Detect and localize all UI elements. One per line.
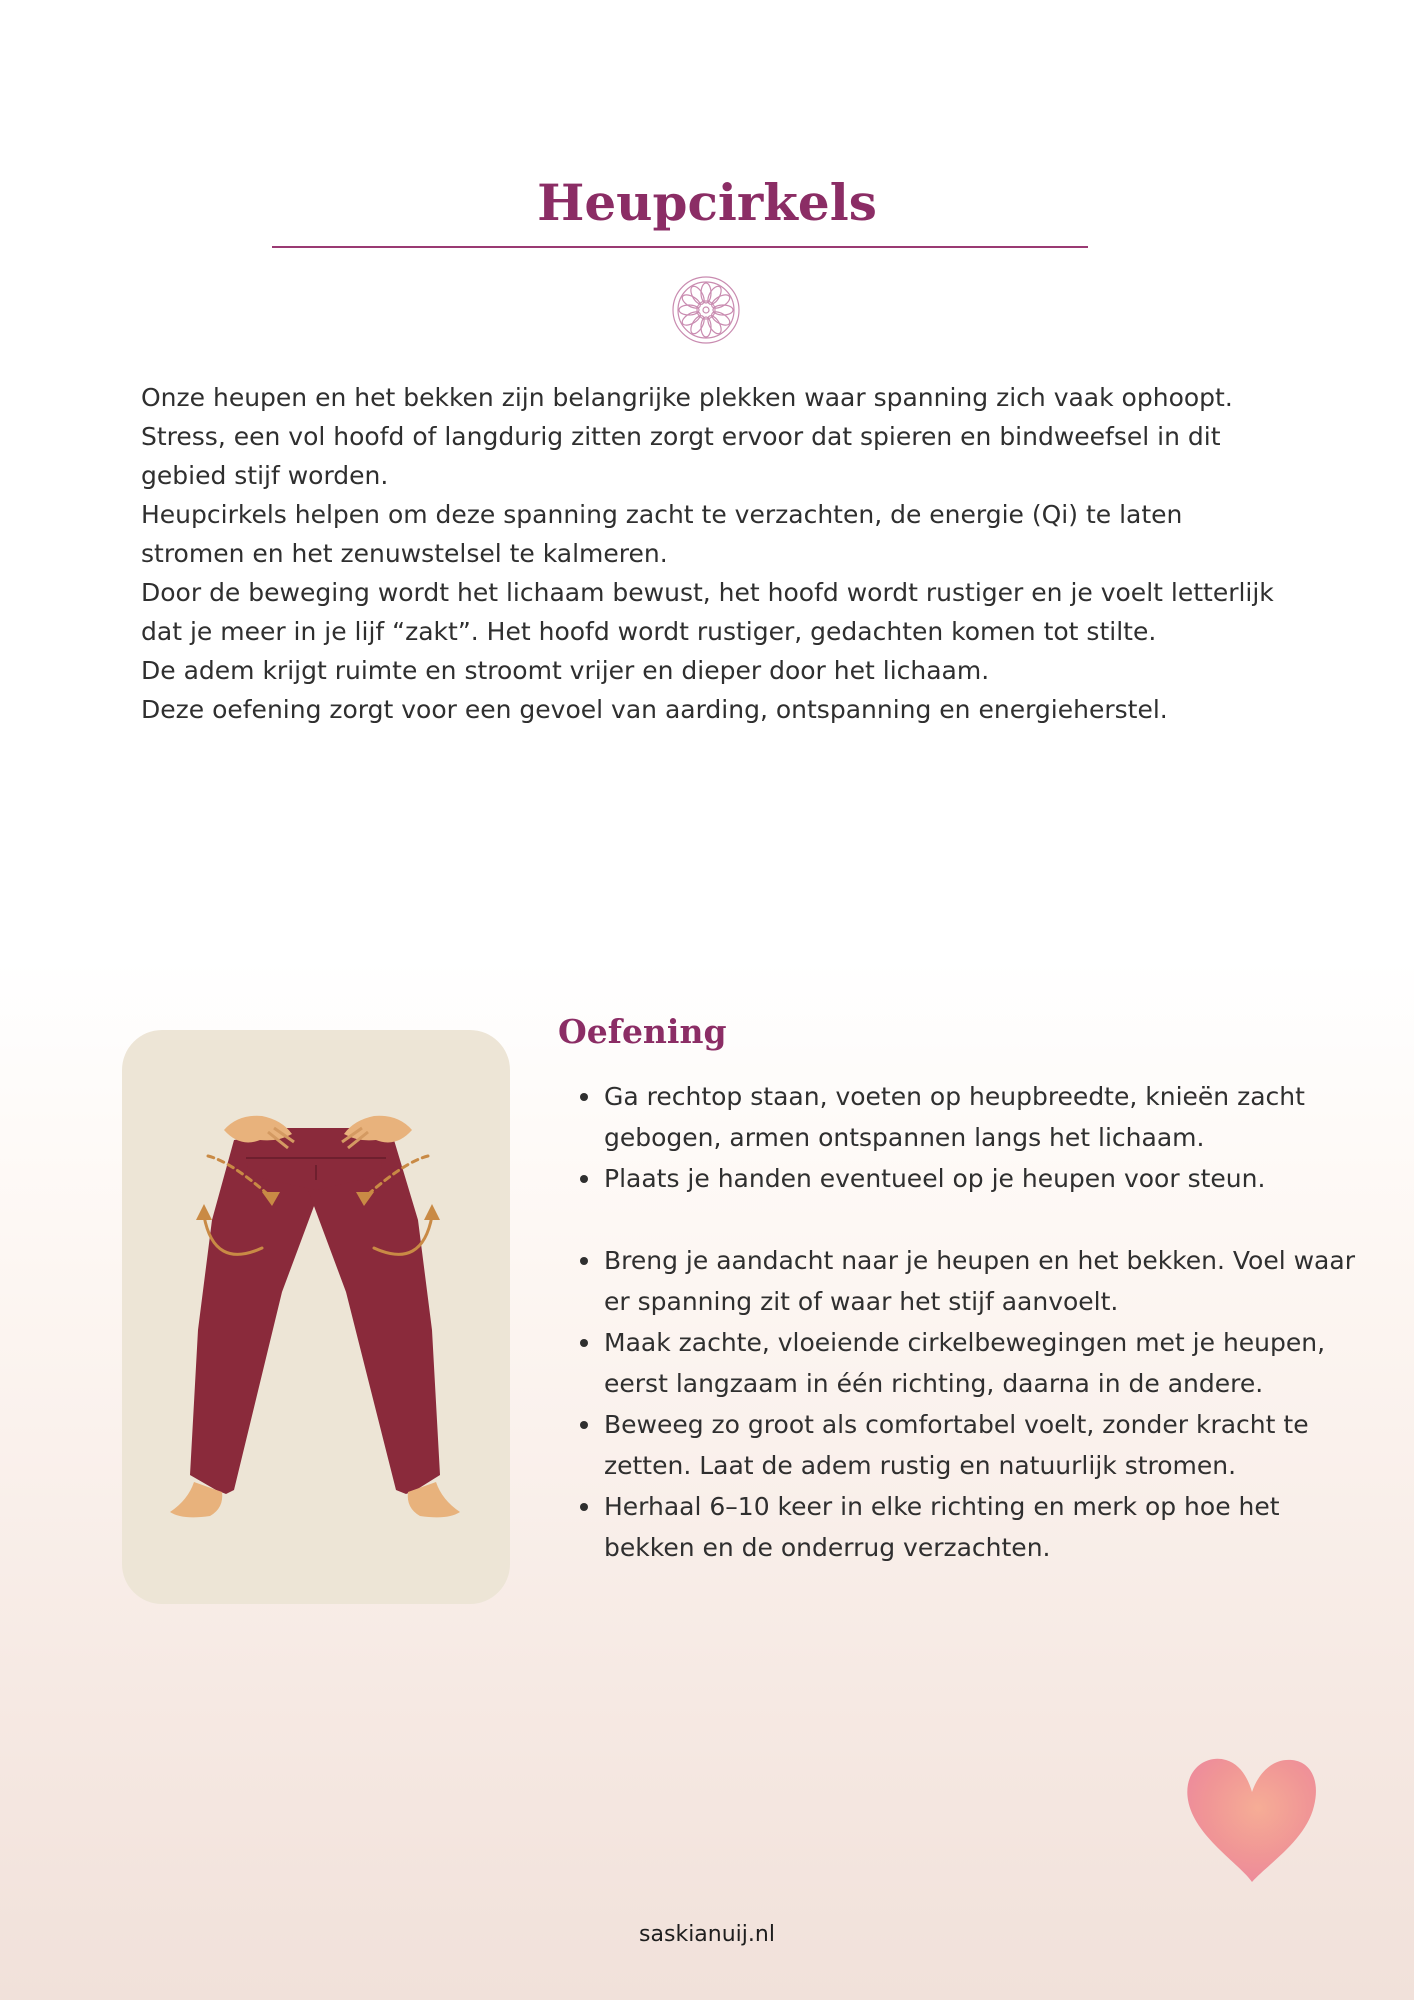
exercise-step: Maak zachte, vloeiende cirkelbewegingen met je heupen, eerst langzaam in één richting, daarna in de andere. [580,1322,1360,1404]
leggings-figure [122,1030,510,1604]
intro-paragraph: Heupcirkels helpen om deze spanning zacht te verzachten, de energie (Qi) te laten stromen en het zenuwstelsel te kalmeren. [141,500,1183,568]
exercise-step: Plaats je handen eventueel op je heupen voor steun. [580,1158,1360,1199]
intro-text [141,378,1291,729]
hip-circles-illustration [122,1030,510,1604]
intro-paragraph: De adem krijgt ruimte en stroomt vrijer en dieper door het lichaam. [141,656,990,685]
exercise-step: Beweeg zo groot als comfortabel voelt, zonder kracht te zetten. Laat de adem rustig en natuurlijk stromen. [580,1404,1360,1486]
intro-paragraph: Door de beweging wordt het lichaam bewust, het hoofd wordt rustiger en je voelt letterlijk dat je meer in je lijf “zakt”. Het hoofd wordt rustiger, gedachten komen tot stilte. [141,578,1274,646]
exercise-step: Herhaal 6–10 keer in elke richting en merk op hoe het bekken en de onderrug verzachten. [580,1486,1360,1568]
intro-paragraph: Onze heupen en het bekken zijn belangrijke plekken waar spanning zich vaak ophoopt. Stress, een vol hoofd of langdurig zitten zorgt ervoor dat spieren en bindweefsel in dit gebied stijf worden. [141,383,1233,490]
footer-website: saskianuij.nl [639,1922,775,1947]
exercise-steps-group-2 [580,1240,1360,1568]
exercise-steps-group-1 [580,1076,1360,1199]
exercise-step: Breng je aandacht naar je heupen en het bekken. Voel waar er spanning zit of waar het stijf aanvoelt. [580,1240,1360,1322]
mandala-icon [671,275,741,345]
exercise-title: Oefening [558,1012,727,1051]
heart-icon [1180,1752,1320,1887]
intro-paragraph: Deze oefening zorgt voor een gevoel van aarding, ontspanning en energieherstel. [141,695,1168,724]
page-title: Heupcirkels [537,173,877,232]
title-divider [272,246,1088,248]
exercise-step: Ga rechtop staan, voeten op heupbreedte, knieën zacht gebogen, armen ontspannen langs het lichaam. [580,1076,1360,1158]
